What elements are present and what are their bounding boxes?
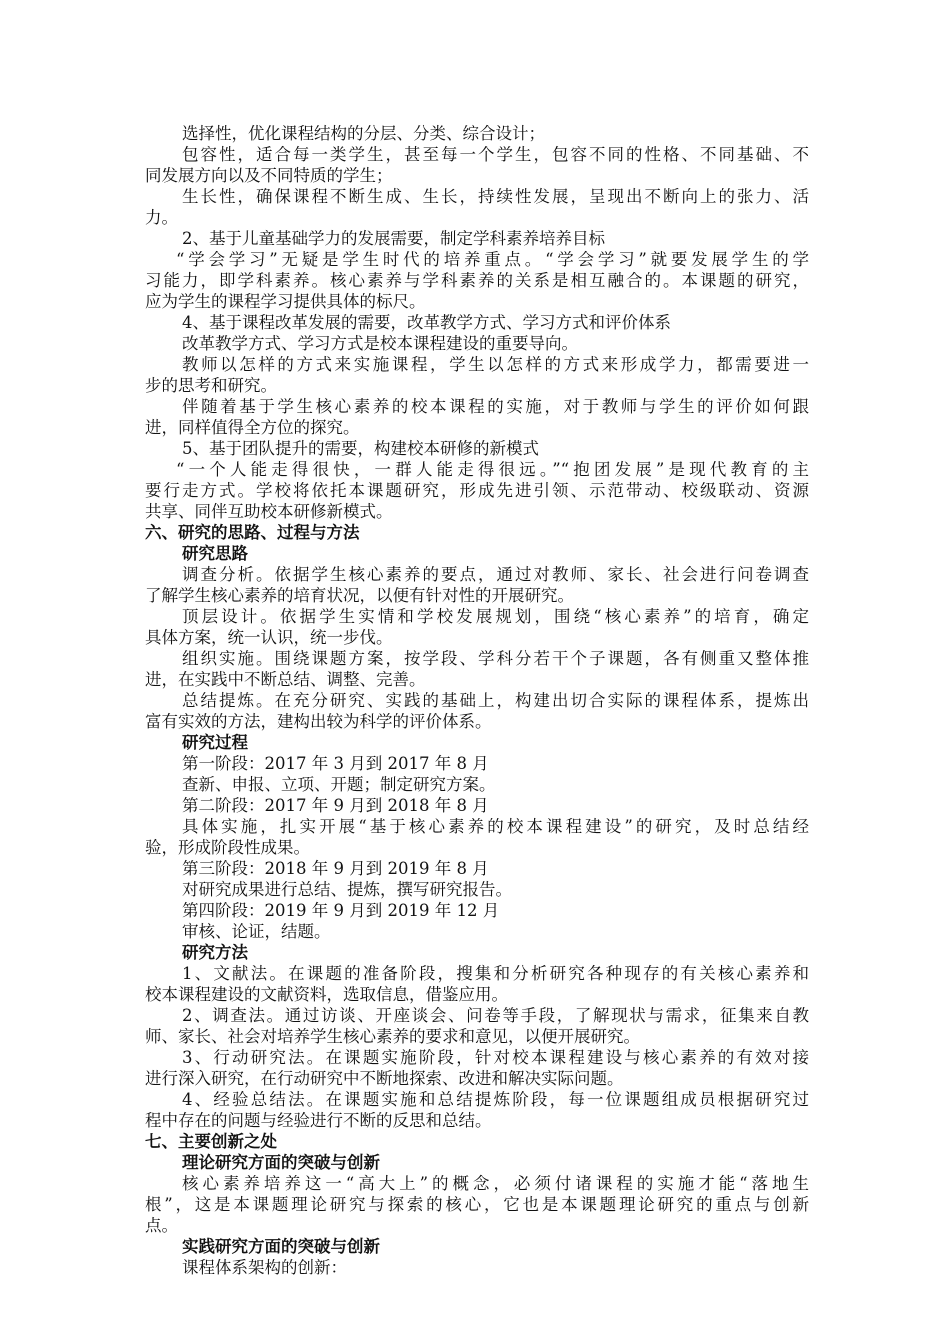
text-line: 师、家长、社会对培养学生核心素养的要求和意见，以便开展研究。: [145, 1027, 640, 1046]
text-line: 进，在实践中不断总结、调整、完善。: [145, 670, 426, 689]
text-line: 力。: [145, 208, 178, 227]
section-heading: 七、主要创新之处: [145, 1132, 277, 1151]
text-line: 调查分析。依据学生核心素养的要点，通过对教师、家长、社会进行问卷调查: [182, 565, 809, 584]
subsection-heading: 研究思路: [182, 544, 248, 563]
text-line: 4、基于课程改革发展的需要，改革教学方式、学习方式和评价体系: [182, 313, 671, 332]
text-line: 3、行动研究法。在课题实施阶段，针对校本课程建设与核心素养的有效对接: [182, 1048, 809, 1067]
text-line: 进行深入研究，在行动研究中不断地探索、改进和解决实际问题。: [145, 1069, 624, 1088]
text-line: 1、文献法。在课题的准备阶段，搜集和分析研究各种现存的有关核心素养和: [182, 964, 809, 983]
text-line: 组织实施。围绕课题方案，按学段、学科分若干个子课题，各有侧重又整体推: [182, 649, 809, 668]
text-line: 第二阶段：2017 年 9 月到 2018 年 8 月: [182, 796, 489, 815]
text-line: 核心素养培养这一“高大上”的概念，必须付诸课程的实施才能“落地生: [182, 1174, 809, 1193]
text-line: 2、基于儿童基础学力的发展需要，制定学科素养培养目标: [182, 229, 605, 248]
text-line: 校本课程建设的文献资料，选取信息，借鉴应用。: [145, 985, 508, 1004]
text-line: 改革教学方式、学习方式是校本课程建设的重要导向。: [182, 334, 578, 353]
text-line: 根”，这是本课题理论研究与探索的核心，它也是本课题理论研究的重点与创新: [145, 1195, 809, 1214]
text-line: 程中存在的问题与经验进行不断的反思和总结。: [145, 1111, 492, 1130]
section-heading: 六、研究的思路、过程与方法: [145, 523, 360, 542]
subsection-heading: 理论研究方面的突破与创新: [182, 1153, 380, 1172]
text-line: 查新、申报、立项、开题；制定研究方案。: [182, 775, 496, 794]
text-line: 要行走方式。学校将依托本课题研究，形成先进引领、示范带动、校级联动、资源: [145, 481, 809, 500]
text-line: 富有实效的方法，建构出较为科学的评价体系。: [145, 712, 492, 731]
text-line: 5、基于团队提升的需要，构建校本研修的新模式: [182, 439, 539, 458]
text-line: 进，同样值得全方位的探究。: [145, 418, 360, 437]
text-line: 同发展方向以及不同特质的学生；: [145, 166, 393, 185]
text-line: 4、经验总结法。在课题实施和总结提炼阶段，每一位课题组成员根据研究过: [182, 1090, 809, 1109]
text-line: 选择性，优化课程结构的分层、分类、综合设计；: [182, 124, 545, 143]
subsection-heading: 研究过程: [182, 733, 248, 752]
text-line: 总结提炼。在充分研究、实践的基础上，构建出切合实际的课程体系，提炼出: [182, 691, 809, 710]
text-line: 生长性，确保课程不断生成、生长，持续性发展，呈现出不断向上的张力、活: [182, 187, 809, 206]
subsection-heading: 研究方法: [182, 943, 248, 962]
text-line: 顶层设计。依据学生实情和学校发展规划，围绕“核心素养”的培育，确定: [182, 607, 809, 626]
text-line: 第一阶段：2017 年 3 月到 2017 年 8 月: [182, 754, 489, 773]
text-line: 审核、论证，结题。: [182, 922, 331, 941]
text-line: 2、调查法。通过访谈、开座谈会、问卷等手段，了解现状与需求，征集来自教: [182, 1006, 809, 1025]
text-line: 包容性，适合每一类学生，甚至每一个学生，包容不同的性格、不同基础、不: [182, 145, 809, 164]
text-line: 第三阶段：2018 年 9 月到 2019 年 8 月: [182, 859, 489, 878]
text-line: 验，形成阶段性成果。: [145, 838, 310, 857]
text-line: “一个人能走得很快，一群人能走得很远。”“抱团发展”是现代教育的主: [176, 460, 809, 479]
text-line: 第四阶段：2019 年 9 月到 2019 年 12 月: [182, 901, 500, 920]
text-line: 具体实施，扎实开展“基于核心素养的校本课程建设”的研究，及时总结经: [182, 817, 809, 836]
text-line: 点。: [145, 1216, 178, 1235]
text-line: 了解学生核心素养的培育状况，以便有针对性的开展研究。: [145, 586, 574, 605]
text-line: “学会学习”无疑是学生时代的培养重点。“学会学习”就要发展学生的学: [176, 250, 809, 269]
text-line: 具体方案，统一认识，统一步伐。: [145, 628, 393, 647]
subsection-heading: 实践研究方面的突破与创新: [182, 1237, 380, 1256]
text-line: 应为学生的课程学习提供具体的标尺。: [145, 292, 426, 311]
text-line: 共享、同伴互助校本研修新模式。: [145, 502, 393, 521]
text-line: 课程体系架构的创新：: [182, 1258, 347, 1277]
text-line: 教师以怎样的方式来实施课程，学生以怎样的方式来形成学力，都需要进一: [182, 355, 809, 374]
text-line: 伴随着基于学生核心素养的校本课程的实施，对于教师与学生的评价如何跟: [182, 397, 809, 416]
text-line: 对研究成果进行总结、提炼，撰写研究报告。: [182, 880, 512, 899]
text-line: 步的思考和研究。: [145, 376, 277, 395]
text-line: 习能力，即学科素养。核心素养与学科素养的关系是相互融合的。本课题的研究，: [145, 271, 809, 290]
